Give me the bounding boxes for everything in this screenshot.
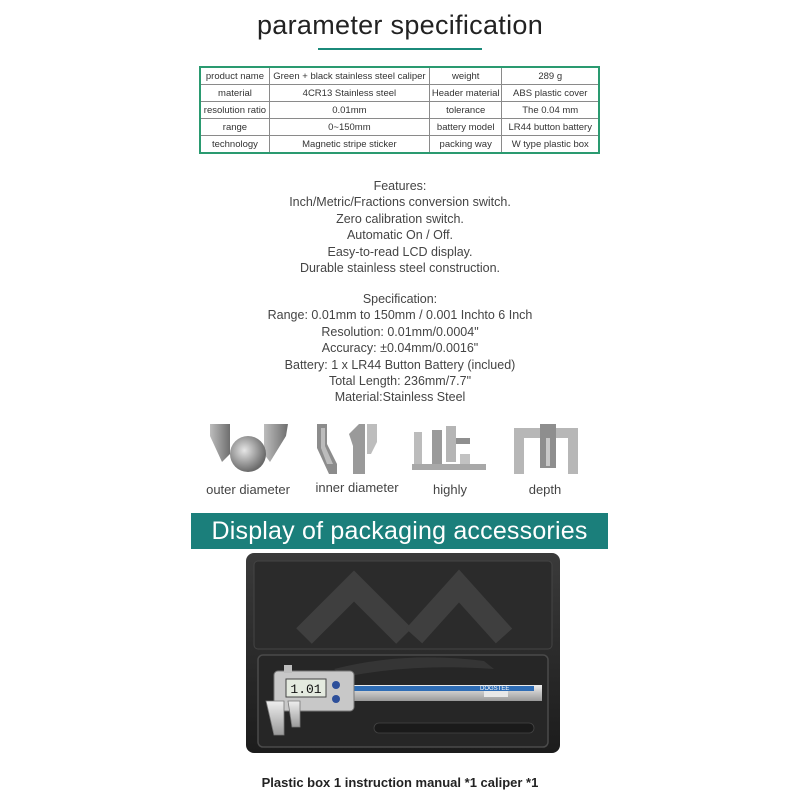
spec-label-cell: product name	[200, 67, 269, 85]
inner-diameter-icon	[313, 424, 393, 476]
spec-label-cell: range	[200, 119, 269, 136]
outer-diameter-icon	[208, 424, 288, 476]
measure-label: inner diameter	[315, 480, 399, 495]
spec-value-cell: Green + black stainless steel caliper	[269, 67, 429, 85]
spec-line: Total Length: 236mm/7.7"	[328, 374, 472, 389]
feature-line: Easy-to-read LCD display.	[327, 244, 473, 259]
feature-line: Zero calibration switch.	[336, 211, 464, 226]
spec-label-cell: packing way	[429, 136, 502, 154]
spec-row	[200, 102, 599, 119]
spec-line: Material:Stainless Steel	[334, 390, 466, 405]
spec-line: Battery: 1 x LR44 Button Battery (inclued)	[284, 357, 516, 372]
spec-value-cell: 4CR13 Stainless steel	[269, 85, 429, 102]
spec-value-cell: LR44 button battery	[502, 119, 599, 136]
caliper-box-photo	[244, 551, 564, 759]
spec-value-cell: 0.01mm	[269, 102, 429, 119]
spec-label-cell: tolerance	[429, 102, 502, 119]
spec-label-cell: weight	[429, 67, 502, 85]
brand-mark: DOGSTEE	[480, 686, 510, 692]
spec-value-cell: ABS plastic cover	[502, 85, 599, 102]
spec-line: Accuracy: ±0.04mm/0.0016"	[321, 341, 479, 356]
measure-label: outer diameter	[206, 482, 290, 497]
spec-value-cell: The 0.04 mm	[502, 102, 599, 119]
feature-line: Inch/Metric/Fractions conversion switch.	[289, 195, 511, 210]
measure-label: depth	[528, 482, 562, 497]
spec-value-cell: W type plastic box	[502, 136, 599, 154]
spec-label-cell: technology	[200, 136, 269, 154]
packaging-caption: Plastic box 1 instruction manual *1 caliper *1	[261, 775, 539, 790]
feature-line: Durable stainless steel construction.	[299, 261, 501, 276]
measure-label: highly	[433, 482, 467, 497]
spec-label-cell: battery model	[429, 119, 502, 136]
spec-value-cell: Magnetic stripe sticker	[269, 136, 429, 154]
spec-value-cell: 289 g	[502, 67, 599, 85]
feature-line: Automatic On / Off.	[346, 228, 454, 243]
spec-label-cell: material	[200, 85, 269, 102]
spec-value-cell: 0~150mm	[269, 119, 429, 136]
depth-icon	[512, 424, 592, 476]
spec-line: Resolution: 0.01mm/0.0004"	[321, 324, 479, 339]
spec-label-cell: resolution ratio	[200, 102, 269, 119]
spec-line: Range: 0.01mm to 150mm / 0.001 Inchto 6 Inch	[267, 308, 533, 323]
specification-block	[0, 291, 800, 406]
spec-row	[200, 67, 599, 85]
spec-row	[200, 85, 599, 102]
spec-row	[200, 136, 599, 154]
lcd-reading: 1.01	[290, 682, 322, 697]
features-block	[0, 178, 800, 276]
measure-modes	[0, 424, 800, 504]
spec-row	[200, 119, 599, 136]
spec-label-cell: Header material	[429, 85, 502, 102]
features-heading: Features:	[373, 179, 427, 193]
title-underline	[318, 48, 482, 50]
spec-table	[199, 66, 600, 154]
specification-heading: Specification:	[362, 292, 438, 306]
height-icon	[410, 424, 490, 476]
page-title: parameter specification	[256, 10, 544, 40]
packaging-banner: Display of packaging accessories	[191, 513, 608, 549]
